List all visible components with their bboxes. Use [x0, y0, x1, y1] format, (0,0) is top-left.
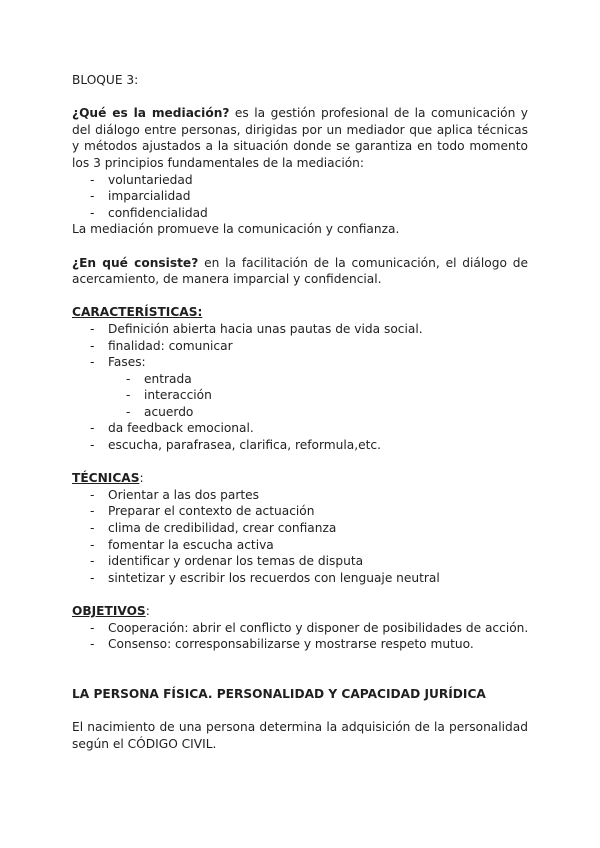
tecnicas-title: TÉCNICAS [72, 471, 140, 486]
tecnicas-title-line: TÉCNICAS: [72, 471, 144, 486]
list-item: - identificar y ordenar los temas de disputa [90, 554, 364, 569]
list-item: - Definición abierta hacia unas pautas de vida social. [90, 321, 423, 336]
caracteristicas-title: CARACTERÍSTICAS: [72, 305, 203, 320]
list-item: - voluntariedad [90, 172, 193, 187]
sub-list-item: - interacción [126, 388, 212, 403]
consiste-paragraph [72, 255, 528, 288]
document-page [72, 72, 528, 752]
list-item: - Consenso: corresponsabilizarse y mostrarse respeto mutuo. [90, 637, 474, 652]
list-item: - finalidad: comunicar [90, 338, 233, 353]
section-heading: LA PERSONA FÍSICA. PERSONALIDAD Y CAPACIDAD JURÍDICA [72, 686, 486, 701]
sub-list-item: - acuerdo [126, 404, 194, 419]
consiste-answer: en la facilitación de la comunicación, el diálogo de acercamiento, de manera imparcial y confidencial. [72, 255, 528, 287]
principles-list [72, 172, 528, 222]
objetivos-list [72, 620, 528, 653]
list-item: - Cooperación: abrir el conflicto y disponer de posibilidades de acción. [90, 620, 529, 635]
mediacion-closing: La mediación promueve la comunicación y confianza. [72, 222, 400, 237]
block-header: BLOQUE 3: [72, 73, 139, 87]
list-item: - Fases: [90, 355, 146, 370]
mediacion-definition: es la gestión profesional de la comunicación y del diálogo entre personas, dirigidas por un mediador que aplica técnicas y métodos ajustados a la situación donde se garantiza en todo momento los 3 principios fundamentales de la mediación: [72, 106, 528, 170]
tecnicas-list [72, 487, 528, 587]
list-item: - da feedback emocional. [90, 421, 254, 436]
objetivos-title: OBJETIVOS [72, 604, 146, 618]
list-item: - fomentar la escucha activa [90, 537, 274, 552]
mediacion-definition-paragraph [72, 105, 528, 171]
list-item: - confidencialidad [90, 205, 208, 220]
list-item: - imparcialidad [90, 189, 191, 204]
persona-paragraph: El nacimiento de una persona determina la adquisición de la personalidad según el CÓDIGO CIVIL. [72, 720, 528, 751]
caracteristicas-list [72, 321, 528, 454]
list-item: - sintetizar y escribir los recuerdos con lenguaje neutral [90, 570, 440, 585]
consiste-question: ¿En qué consiste? [72, 255, 199, 270]
list-item: - escucha, parafrasea, clarifica, reformula,etc. [90, 438, 381, 453]
list-item: - clima de credibilidad, crear confianza [90, 521, 337, 536]
objetivos-title-line: OBJETIVOS: [72, 604, 150, 618]
list-item: - Orientar a las dos partes [90, 487, 260, 502]
mediacion-question: ¿Qué es la mediación? [72, 106, 230, 121]
sub-list-item: - entrada [126, 371, 192, 386]
list-item: - Preparar el contexto de actuación [90, 504, 315, 519]
